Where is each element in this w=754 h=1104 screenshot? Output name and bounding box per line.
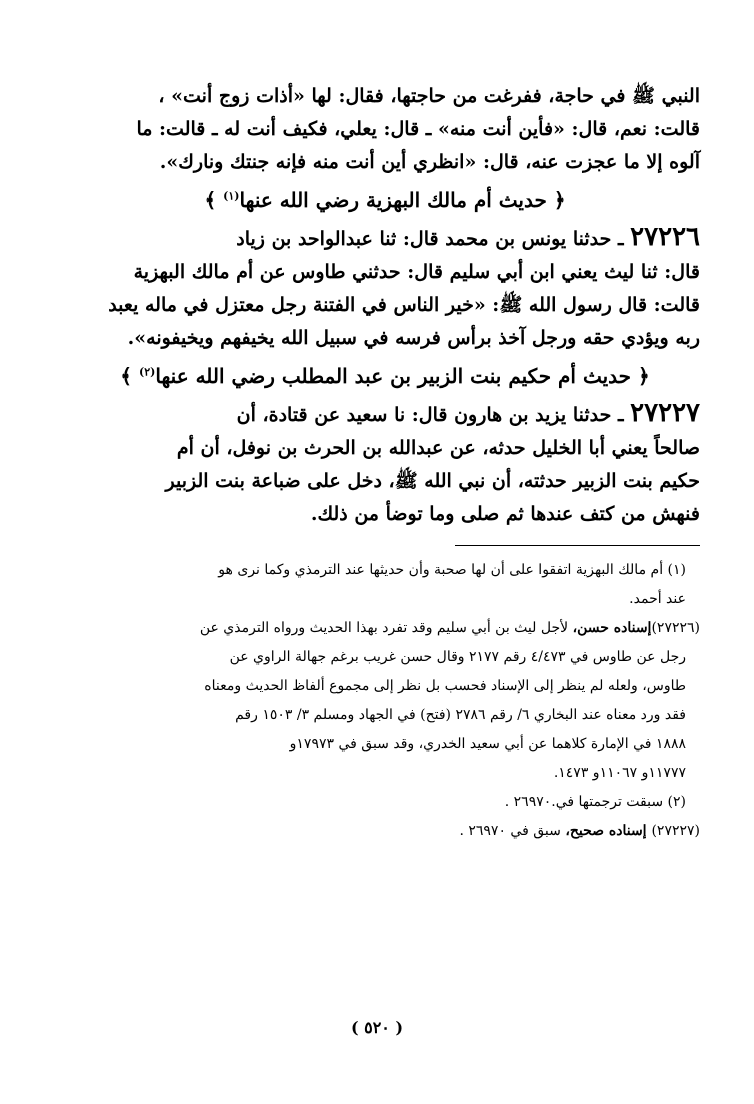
- footnote-line: ١٨٨٨ في الإمارة كلاهما عن أبي سعيد الخدري، وقد سبق في ١٧٩٧٣و: [289, 736, 686, 752]
- hadith-line: قالت: قال رسول الله ﷺ: «خير الناس في الفتنة رجل معتزل في ماله يعبد: [108, 294, 700, 316]
- footnote-line: (١) أم مالك البهزية اتفقوا على أن لها صحبة وأن حديثها عند الترمذي وكما نرى هو: [218, 562, 686, 578]
- book-page: [70, 80, 700, 846]
- hadith-number: ٢٧٢٢٦: [630, 222, 700, 252]
- footnote-marker: (١): [223, 189, 240, 203]
- hadith-line: قال: ثنا ليث يعني ابن أبي سليم قال: حدثني طاوس عن أم مالك البهزية: [133, 261, 700, 283]
- footnote-line: [70, 817, 700, 846]
- hadith-text: يونس بن محمد قال: ثنا عبدالواحد بن زياد: [236, 228, 573, 250]
- footnotes: [70, 556, 700, 846]
- hadith-haddatha: ـ حدثنا: [572, 228, 624, 250]
- footnote-label: (٢٧٢٢٦): [651, 620, 700, 636]
- hadith-line: صالحاً يعني أبا الخليل حدثه، عن عبدالله بن الحرث بن نوفل، أن أم: [176, 437, 700, 459]
- hadith-haddatha: ـ حدثنا: [572, 404, 624, 426]
- intro-line: آلوه إلا ما عجزت عنه، قال: «انظري أين أنت منه فإنه جنتك ونارك».: [159, 151, 700, 173]
- hadith-number: ٢٧٢٢٧: [630, 398, 700, 428]
- hadith-line: فنهش من كتف عندها ثم صلى وما توضأ من ذلك.: [310, 503, 700, 525]
- footnote-line: رجل عن طاوس في ٤/٤٧٣ رقم ٢١٧٧ وقال حسن غريب برغم جهالة الراوي عن: [229, 649, 686, 665]
- intro-line: النبي ﷺ في حاجة، ففرغت من حاجتها، فقال: لها «أذات زوج أنت» ،: [158, 85, 700, 107]
- page-number: ( ٥٢٠ ): [350, 1018, 404, 1037]
- footnote-line: عند أحمد.: [629, 591, 686, 607]
- hadith-first-line: [70, 397, 700, 432]
- section-heading-umm-malik: [70, 179, 700, 221]
- heading-text: ﴿ حديث أم مالك البهزية رضي الله عنها: [239, 188, 566, 212]
- footnote-marker: (٢): [138, 365, 156, 379]
- footnote-line: [70, 614, 700, 643]
- heading-bracket: ﴾: [204, 188, 224, 212]
- hadith-line: حكيم بنت الزبير حدثته، أن نبي الله ﷺ، دخل على ضباعة بنت الزبير: [165, 470, 700, 492]
- footnote-line: طاوس، ولعله لم ينظر إلى الإسناد فحسب بل نظر إلى مجموع ألفاظ الحديث ومعناه: [204, 678, 686, 694]
- footnote-divider: [455, 545, 700, 546]
- hadith-first-line: [70, 221, 700, 256]
- footnote-line: فقد ورد معناه عند البخاري ٦/ رقم ٢٧٨٦ (فتح) في الجهاد ومسلم ٣/ ١٥٠٣ رقم: [235, 707, 686, 723]
- footnote-label: (٢٧٢٢٧): [651, 823, 700, 839]
- footnote-grade: إسناده حسن،: [572, 620, 652, 636]
- heading-bracket: ﴾: [120, 364, 139, 388]
- main-text: [70, 80, 700, 531]
- section-heading-umm-hakim: [70, 355, 700, 397]
- hadith-line: ربه ويؤدي حقه ورجل آخذ برأس فرسه في سبيل الله يخيفهم ويخيفونه».: [127, 327, 700, 349]
- footnote-text: لأجل ليث بن أبي سليم وقد تفرد بهذا الحديث ورواه الترمذي عن: [199, 620, 573, 636]
- intro-line: قالت: نعم، قال: «فأين أنت منه» ـ قال: يعلي، فكيف أنت له ـ قالت: ما: [136, 118, 700, 140]
- footnote-text: سبق في ٢٦٩٧٠ .: [459, 823, 566, 839]
- footnote-line: ١١٧٧٧و ١١٠٦٧و ١٤٧٣.: [553, 765, 686, 781]
- footnote-grade: إسناده صحيح،: [565, 823, 652, 839]
- footnote-line: (٢) سبقت ترجمتها في.٢٦٩٧٠ .: [504, 794, 686, 810]
- heading-text: ﴿ حديث أم حكيم بنت الزبير بن عبد المطلب رضي الله عنها: [155, 364, 650, 388]
- hadith-text: يزيد بن هارون قال: نا سعيد عن قتادة، أن: [236, 404, 573, 426]
